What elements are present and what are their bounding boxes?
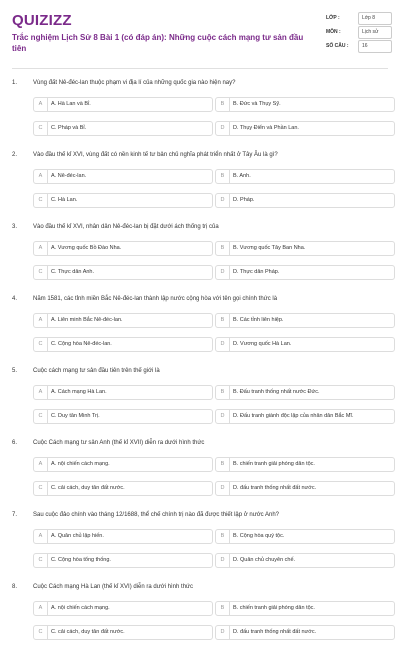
question-text: Năm 1581, các tỉnh miền Bắc Nê-đéc-lan thành lập nước cộng hòa với tên gọi chính thức là	[33, 296, 278, 302]
option-letter: D	[216, 482, 230, 495]
option-d[interactable]	[215, 121, 395, 136]
question-number: 5.	[12, 368, 18, 374]
option-letter: D	[216, 554, 230, 567]
option-d[interactable]	[215, 193, 395, 208]
question-text: Vào đầu thế kỉ XVI, vùng đất có nền kinh tế tư bản chủ nghĩa phát triển nhất ở Tây Âu là gì?	[33, 152, 278, 158]
option-d[interactable]	[215, 337, 395, 352]
option-b[interactable]	[215, 97, 395, 112]
question-item	[0, 364, 400, 436]
option-text: D. Đấu tranh giành độc lập của nhân dân Bắc Mĩ.	[233, 413, 354, 419]
option-letter: B	[216, 314, 230, 327]
option-letter: B	[216, 170, 230, 183]
option-text: A. Liên minh Bắc Nê-đéc-lan.	[51, 317, 123, 323]
meta-row-class	[326, 11, 392, 25]
question-text: Cuộc Cách mạng tư sản Anh (thế kỉ XVII) diễn ra dưới hình thức	[33, 440, 205, 446]
meta-value: 16	[362, 43, 368, 49]
question-item	[0, 580, 400, 652]
option-a[interactable]	[33, 529, 213, 544]
option-text: A. Vương quốc Bồ Đào Nha.	[51, 245, 122, 251]
worksheet-header	[0, 0, 400, 68]
option-letter: A	[34, 530, 48, 543]
option-letter: A	[34, 314, 48, 327]
option-letter: B	[216, 98, 230, 111]
option-text: C. cải cách, duy tân đất nước.	[51, 485, 125, 491]
option-c[interactable]	[33, 265, 213, 280]
option-text: B. Các tỉnh liên hiệp.	[233, 317, 284, 323]
meta-label: SỐ CÂU :	[326, 43, 349, 49]
option-text: B. Anh.	[233, 173, 251, 179]
meta-row-subject	[326, 25, 392, 39]
option-c[interactable]	[33, 337, 213, 352]
option-d[interactable]	[215, 409, 395, 424]
option-letter: A	[34, 170, 48, 183]
option-a[interactable]	[33, 601, 213, 616]
option-text: C. Hà Lan.	[51, 197, 78, 203]
option-b[interactable]	[215, 457, 395, 472]
option-d[interactable]	[215, 265, 395, 280]
option-text: A. nội chiến cách mạng.	[51, 461, 110, 467]
option-letter: A	[34, 98, 48, 111]
question-text: Vào đầu thế kỉ XVI, nhân dân Nê-đéc-lan bị đặt dưới ách thống trị của	[33, 224, 219, 230]
option-letter: C	[34, 122, 48, 135]
question-item	[0, 220, 400, 292]
option-letter: B	[216, 458, 230, 471]
option-text: D. đấu tranh thống nhất đất nước.	[233, 485, 317, 491]
option-text: C. Cộng hòa Nê-đéc-lan.	[51, 341, 112, 347]
question-item	[0, 148, 400, 220]
question-text: Cuộc Cách mạng Hà Lan (thế kỉ XVI) diễn ra dưới hình thức	[33, 584, 194, 590]
header-divider	[12, 68, 388, 69]
option-text: D. Quân chủ chuyên chế.	[233, 557, 296, 563]
option-text: A. Cách mạng Hà Lan.	[51, 389, 107, 395]
option-text: A. Nê-đéc-lan.	[51, 173, 87, 179]
option-letter: D	[216, 410, 230, 423]
option-d[interactable]	[215, 625, 395, 640]
option-letter: D	[216, 266, 230, 279]
option-letter: C	[34, 338, 48, 351]
option-letter: A	[34, 242, 48, 255]
question-item	[0, 292, 400, 364]
option-text: D. Vương quốc Hà Lan.	[233, 341, 292, 347]
option-b[interactable]	[215, 313, 395, 328]
option-text: C. Thực dân Anh.	[51, 269, 95, 275]
option-letter: C	[34, 626, 48, 639]
option-b[interactable]	[215, 169, 395, 184]
option-a[interactable]	[33, 313, 213, 328]
option-text: C. Duy tân Minh Trị.	[51, 413, 100, 419]
option-letter: A	[34, 602, 48, 615]
option-a[interactable]	[33, 169, 213, 184]
option-b[interactable]	[215, 529, 395, 544]
question-text: Sau cuộc đảo chính vào tháng 12/1688, thể chế chính trị nào đã được thiết lập ở nước Anh?	[33, 512, 280, 518]
option-letter: A	[34, 458, 48, 471]
option-text: B. chiến tranh giải phóng dân tộc.	[233, 461, 315, 467]
option-letter: C	[34, 194, 48, 207]
option-b[interactable]	[215, 601, 395, 616]
option-text: C. Cộng hòa tổng thống.	[51, 557, 111, 563]
question-number: 7.	[12, 512, 18, 518]
meta-row-count	[326, 39, 392, 53]
option-text: C. Pháp và Bỉ.	[51, 125, 87, 131]
option-letter: C	[34, 554, 48, 567]
question-list	[0, 76, 400, 652]
question-item	[0, 76, 400, 148]
option-text: B. Cộng hòa quý tộc.	[233, 533, 285, 539]
option-letter: B	[216, 602, 230, 615]
meta-value: Lịch sử	[362, 29, 379, 35]
option-d[interactable]	[215, 553, 395, 568]
option-c[interactable]	[33, 409, 213, 424]
option-text: B. chiến tranh giải phóng dân tộc.	[233, 605, 315, 611]
option-letter: B	[216, 386, 230, 399]
quizizz-logo: QUIZIZZ	[12, 12, 72, 29]
question-number: 2.	[12, 152, 18, 158]
option-letter: A	[34, 386, 48, 399]
option-text: A. Quân chủ lập hiến.	[51, 533, 104, 539]
option-letter: D	[216, 338, 230, 351]
option-text: B. Đức và Thụy Sỹ.	[233, 101, 281, 107]
option-text: D. Thực dân Pháp.	[233, 269, 280, 275]
option-b[interactable]	[215, 241, 395, 256]
option-letter: D	[216, 194, 230, 207]
question-number: 1.	[12, 80, 18, 86]
option-a[interactable]	[33, 385, 213, 400]
question-number: 3.	[12, 224, 18, 230]
question-number: 6.	[12, 440, 18, 446]
meta-label: LỚP :	[326, 15, 340, 21]
option-a[interactable]	[33, 457, 213, 472]
option-text: B. Vương quốc Tây Ban Nha.	[233, 245, 306, 251]
option-d[interactable]	[215, 481, 395, 496]
option-c[interactable]	[33, 625, 213, 640]
option-a[interactable]	[33, 241, 213, 256]
option-letter: C	[34, 410, 48, 423]
option-text: B. Đấu tranh thống nhất nước Đức.	[233, 389, 320, 395]
option-c[interactable]	[33, 121, 213, 136]
option-c[interactable]	[33, 481, 213, 496]
question-text: Cuộc cách mạng tư sản đầu tiên trên thế giới là	[33, 368, 160, 374]
option-text: D. Pháp.	[233, 197, 255, 203]
option-text: A. nội chiến cách mạng.	[51, 605, 110, 611]
option-letter: B	[216, 530, 230, 543]
option-a[interactable]	[33, 97, 213, 112]
worksheet-title: Trắc nghiệm Lịch Sử 8 Bài 1 (có đáp án): Những cuộc cách mạng tư sản đầu tiên	[12, 33, 304, 53]
worksheet-meta	[326, 11, 392, 53]
option-c[interactable]	[33, 553, 213, 568]
option-b[interactable]	[215, 385, 395, 400]
question-number: 8.	[12, 584, 18, 590]
question-item	[0, 436, 400, 508]
option-letter: D	[216, 122, 230, 135]
question-number: 4.	[12, 296, 18, 302]
meta-label: MÔN :	[326, 29, 341, 35]
option-text: C. cải cách, duy tân đất nước.	[51, 629, 125, 635]
option-letter: C	[34, 266, 48, 279]
question-item	[0, 508, 400, 580]
option-text: A. Hà Lan và Bỉ.	[51, 101, 91, 107]
question-text: Vùng đất Nê-đéc-lan thuộc phạm vi địa lí của những quốc gia nào hiện nay?	[33, 80, 236, 86]
option-text: D. Thụy Điển và Phần Lan.	[233, 125, 299, 131]
option-letter: C	[34, 482, 48, 495]
option-letter: B	[216, 242, 230, 255]
meta-value: Lớp 8	[362, 15, 376, 21]
option-letter: D	[216, 626, 230, 639]
option-text: D. đấu tranh thống nhất đất nước.	[233, 629, 317, 635]
option-c[interactable]	[33, 193, 213, 208]
